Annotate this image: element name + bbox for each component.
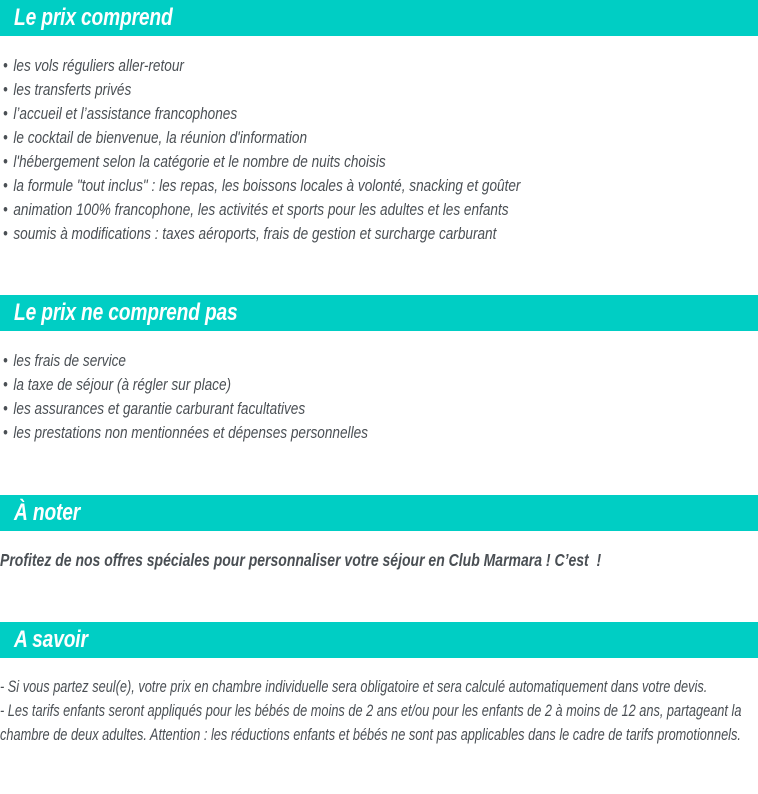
list-item: • les assurances et garantie carburant facultatives [3, 397, 607, 421]
list-item: • la formule "tout inclus" : les repas, les boissons locales à volonté, snacking et goûter [3, 174, 607, 198]
info-paragraph: - Si vous partez seul(e), votre prix en chambre individuelle sera obligatoire et sera calculé automatiquement dans votre devis. [0, 678, 708, 696]
price-includes-list [0, 54, 758, 246]
list-item: • l'hébergement selon la catégorie et le nombre de nuits choisis [3, 150, 607, 174]
section-title-price-includes: Le prix comprend [14, 4, 173, 31]
list-item: • soumis à modifications : taxes aéroports, frais de gestion et surcharge carburant [3, 222, 607, 246]
list-item: • animation 100% francophone, les activités et sports pour les adultes et les enfants [3, 198, 607, 222]
info-paragraph: - Les tarifs enfants seront appliqués pour les bébés de moins de 2 ans et/ou pour les enfants de 2 à moins de 12 ans, partageant la chambre de deux adultes. Attention : les réductions enfants et bébés ne sont pas applicables dans le cadre de tarifs promotionnels. [0, 702, 742, 744]
section-title-info: A savoir [14, 626, 88, 653]
list-item: • les prestations non mentionnées et dépenses personnelles [3, 421, 607, 445]
note-text: Profitez de nos offres spéciales pour personnaliser votre séjour en Club Marmara ! C’est ! [0, 550, 602, 570]
section-header-note [0, 495, 758, 531]
section-title-price-excludes: Le prix ne comprend pas [14, 299, 238, 326]
list-item: • les vols réguliers aller-retour [3, 54, 607, 78]
list-item: • les frais de service [3, 349, 607, 373]
info-text [0, 675, 758, 747]
section-header-price-excludes [0, 295, 758, 331]
list-item: • la taxe de séjour (à régler sur place) [3, 373, 607, 397]
list-item: • le cocktail de bienvenue, la réunion d'information [3, 126, 607, 150]
price-excludes-list [0, 349, 758, 445]
list-item: • l’accueil et l’assistance francophones [3, 102, 607, 126]
section-header-price-includes [0, 0, 758, 36]
section-header-info [0, 622, 758, 658]
list-item: • les transferts privés [3, 78, 607, 102]
section-title-note: À noter [14, 499, 81, 526]
